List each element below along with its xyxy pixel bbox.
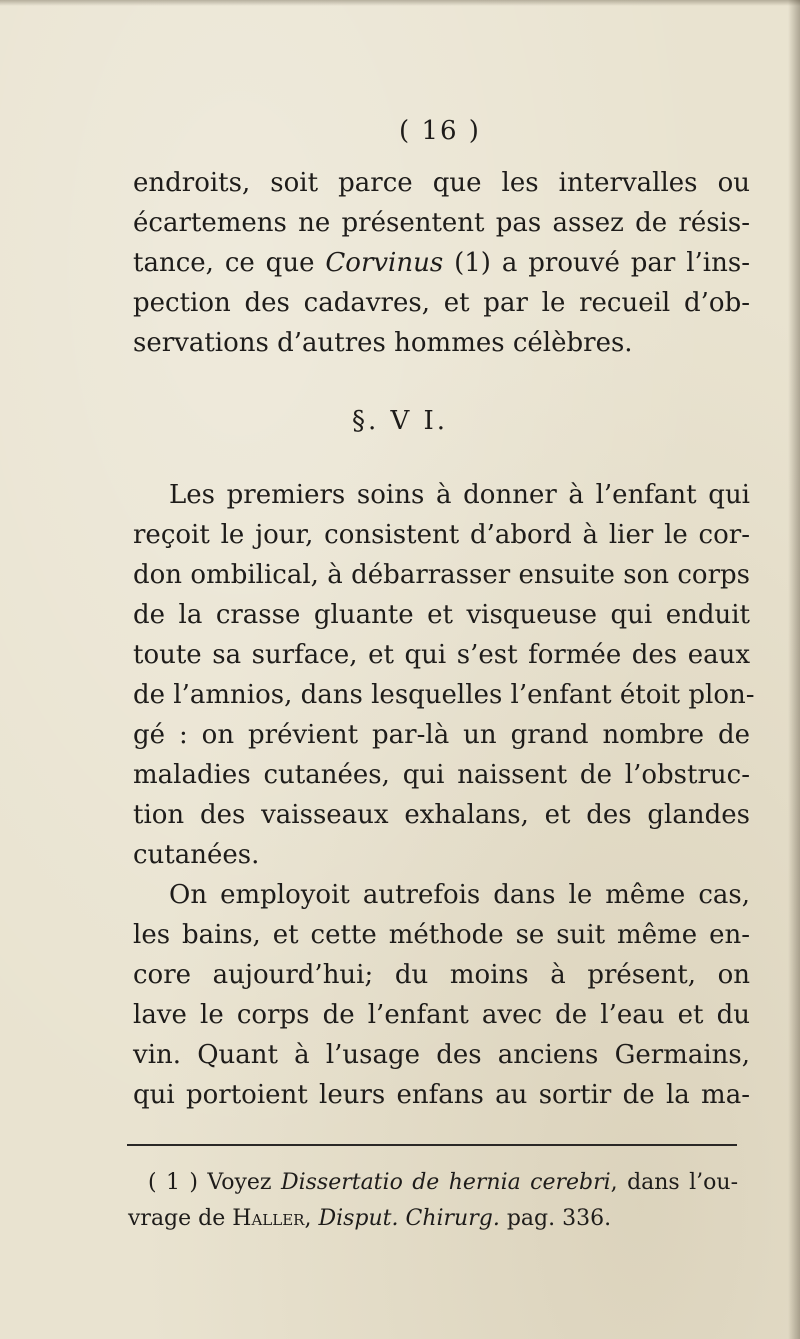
page-right-shadow — [788, 0, 800, 1339]
footnote-author: Haller — [232, 1206, 305, 1231]
footnote — [128, 1165, 739, 1237]
footnote-line — [148, 1165, 738, 1201]
paragraph-first-care — [133, 475, 755, 875]
text-line: endroits, soit parce que les intervalles ou — [133, 168, 750, 198]
footnote-marker: ( 1 ) Voyez — [148, 1170, 281, 1195]
text-fragment: pag. 336. — [499, 1206, 612, 1231]
text-line: les bains, et cette méthode se suit même en- — [133, 920, 750, 950]
text-line — [133, 243, 750, 283]
paragraph-baths — [133, 875, 750, 1115]
text-line: maladies cutanées, qui naissent de l’obstruc- — [133, 760, 750, 790]
text-line: Les premiers soins à donner à l’enfant qui — [169, 480, 750, 510]
page-top-shadow — [0, 0, 800, 6]
page-number: ( 16 ) — [399, 116, 481, 146]
author-name-corvinus: Corvinus — [325, 248, 444, 278]
text-line: écartemens ne présentent pas assez de résis- — [133, 208, 750, 238]
text-line: core aujourd’hui; du moins à présent, on — [133, 960, 750, 990]
paragraph-continuation — [133, 163, 750, 363]
text-line: tion des vaisseaux exhalans, et des glandes — [133, 800, 750, 830]
text-fragment: vrage de — [128, 1206, 233, 1231]
text-line: reçoit le jour, consistent d’abord à lier le cor- — [133, 520, 750, 550]
text-line: de l’amnios, dans lesquelles l’enfant étoit plon- — [133, 680, 755, 710]
text-line: On employoit autrefois dans le même cas, — [169, 880, 750, 910]
text-line: qui portoient leurs enfans au sortir de la ma- — [133, 1080, 750, 1110]
footnote-work: Disput. Chirurg. — [318, 1206, 500, 1231]
text-fragment: (1) a prouvé par l’ins- — [443, 248, 750, 278]
text-fragment: , dans l’ou- — [610, 1170, 739, 1195]
text-line: servations d’autres hommes célèbres. — [133, 328, 633, 358]
text-line: vin. Quant à l’usage des anciens Germains, — [133, 1040, 750, 1070]
section-heading: §. V I. — [351, 406, 449, 436]
text-line: toute sa surface, et qui s’est formée des eaux — [133, 640, 750, 670]
text-line: gé : on prévient par-là un grand nombre de — [133, 720, 750, 750]
text-line: de la crasse gluante et visqueuse qui enduit — [133, 600, 750, 630]
footnote-title: Dissertatio de hernia cerebri — [280, 1170, 611, 1195]
text-fragment: , — [304, 1206, 319, 1231]
text-line: cutanées. — [133, 840, 260, 870]
text-line: lave le corps de l’enfant avec de l’eau et du — [133, 1000, 750, 1030]
footnote-line — [128, 1201, 738, 1237]
footnote-rule — [127, 1144, 737, 1146]
text-line: don ombilical, à débarrasser ensuite son corps — [133, 560, 750, 590]
text-fragment: tance, ce que — [133, 248, 326, 278]
text-line: pection des cadavres, et par le recueil d’ob- — [133, 288, 750, 318]
